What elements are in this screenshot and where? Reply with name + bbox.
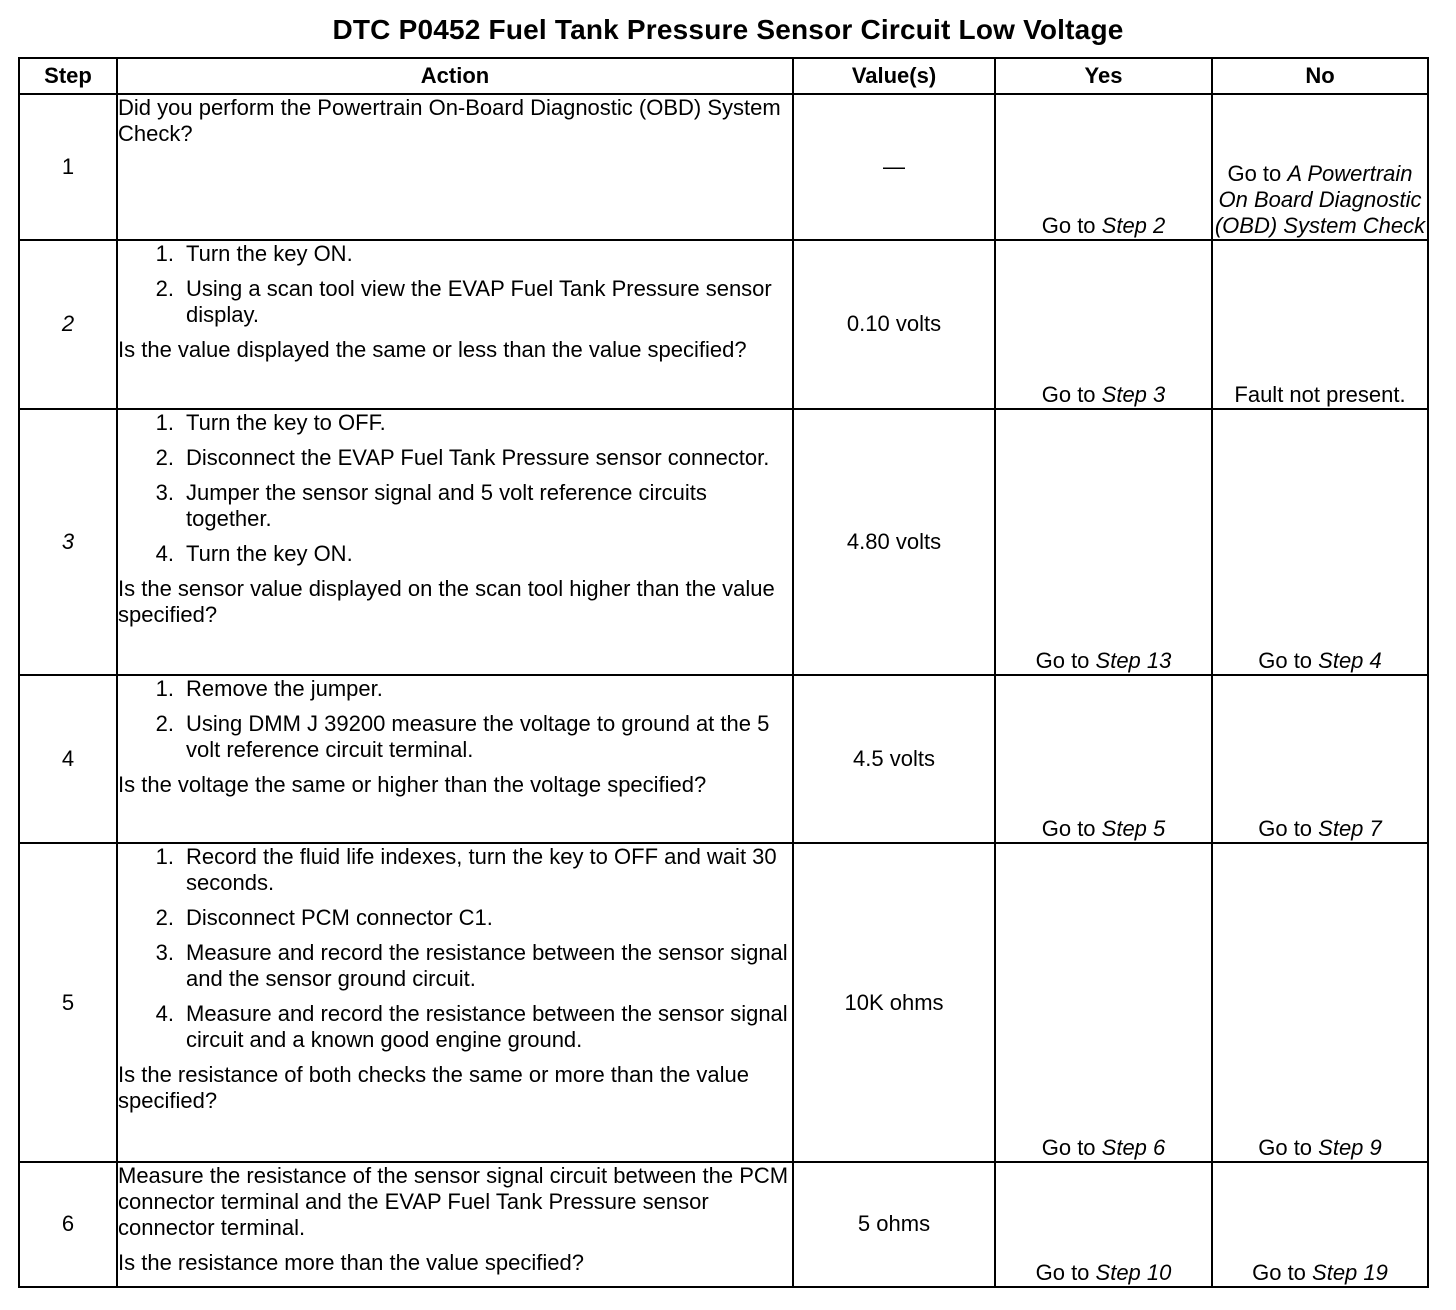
header-no: No [1212, 58, 1428, 94]
yes-cell [995, 240, 1212, 408]
action-question: Is the resistance of both checks the same or more than the value specified? [118, 1062, 750, 1114]
no-prefix: Go to [1227, 161, 1288, 187]
substep: 1. Remove the jumper. [155, 675, 383, 701]
substep: 2. Disconnect the EVAP Fuel Tank Pressure sensor connector. [155, 444, 770, 470]
action-cell [117, 409, 793, 675]
no-prefix: Go to [1258, 1134, 1319, 1160]
action-question: Is the value displayed the same or less than the value specified? [118, 337, 747, 363]
value-cell: 0.10 volts [793, 240, 995, 408]
yes-cell [995, 94, 1212, 240]
no-cell [1212, 409, 1428, 675]
no-cell [1212, 240, 1428, 408]
diagnostic-table [18, 57, 1429, 1288]
table-row [19, 1162, 1428, 1287]
no-step-ref: Step 7 [1318, 816, 1382, 842]
action-substeps [118, 676, 792, 763]
page-title: DTC P0452 Fuel Tank Pressure Sensor Circuit Low Voltage [332, 14, 1124, 45]
step-number: 5 [19, 843, 117, 1162]
table-row [19, 240, 1428, 408]
step-number: 4 [19, 675, 117, 843]
yes-step-ref: Step 6 [1101, 1134, 1166, 1160]
yes-prefix: Go to [1041, 381, 1102, 407]
step-number: 2 [19, 240, 117, 408]
action-substeps [118, 410, 792, 567]
substep: 3. Measure and record the resistance between the sensor signal and the sensor ground circuit. [155, 940, 788, 992]
no-prefix: Go to [1252, 1260, 1313, 1285]
substep: 2. Disconnect PCM connector C1. [155, 905, 493, 931]
step-number: 6 [19, 1162, 117, 1287]
table-row [19, 94, 1428, 240]
value-cell: 10K ohms [793, 843, 995, 1162]
no-text: Fault not present. [1234, 381, 1406, 407]
no-step-ref: Step 19 [1312, 1260, 1388, 1285]
value-cell: 4.5 volts [793, 675, 995, 843]
table-row [19, 675, 1428, 843]
no-cell [1212, 675, 1428, 843]
substep: 2. Using DMM J 39200 measure the voltage to ground at the 5 volt reference circuit terminal. [155, 710, 770, 762]
action-question: Is the resistance more than the value specified? [118, 1249, 584, 1275]
no-step-ref: Step 9 [1318, 1134, 1382, 1160]
no-prefix: Go to [1258, 816, 1319, 842]
value-cell: 4.80 volts [793, 409, 995, 675]
yes-cell [995, 1162, 1212, 1287]
action-cell [117, 1162, 793, 1287]
yes-prefix: Go to [1035, 647, 1096, 673]
action-cell [117, 675, 793, 843]
yes-prefix: Go to [1041, 816, 1102, 842]
step-number: 3 [19, 409, 117, 675]
value-cell: — [793, 94, 995, 240]
action-question: Is the voltage the same or higher than the voltage specified? [118, 771, 707, 797]
header-yes: Yes [995, 58, 1212, 94]
table-row [19, 843, 1428, 1162]
substep: 4. Measure and record the resistance between the sensor signal circuit and a known good engine ground. [155, 1001, 788, 1053]
header-action: Action [117, 58, 793, 94]
substep: 1. Turn the key ON. [155, 241, 353, 267]
substep: 3. Jumper the sensor signal and 5 volt reference circuits together. [155, 479, 707, 531]
yes-step-ref: Step 10 [1095, 1260, 1172, 1285]
yes-cell [995, 675, 1212, 843]
action-substeps [118, 241, 792, 328]
header-value: Value(s) [793, 58, 995, 94]
yes-step-ref: Step 2 [1101, 213, 1166, 239]
yes-cell [995, 843, 1212, 1162]
header-row [19, 58, 1428, 94]
action-cell [117, 94, 793, 240]
yes-cell [995, 409, 1212, 675]
yes-prefix: Go to [1035, 1260, 1096, 1285]
no-step-ref: A Powertrain On Board Diagnostic (OBD) System Check [1214, 161, 1426, 239]
yes-step-ref: Step 5 [1101, 816, 1166, 842]
substep: 1. Turn the key to OFF. [155, 409, 386, 435]
action-text: Measure the resistance of the sensor signal circuit between the PCM connector terminal and the EVAP Fuel Tank Pressure sensor connector terminal. [118, 1162, 789, 1240]
substep: 4. Turn the key ON. [155, 540, 353, 566]
header-step: Step [19, 58, 117, 94]
substep: 1. Record the fluid life indexes, turn the key to OFF and wait 30 seconds. [155, 844, 777, 896]
action-substeps [118, 844, 792, 1053]
action-cell [117, 843, 793, 1162]
action-cell [117, 240, 793, 408]
substep: 2. Using a scan tool view the EVAP Fuel Tank Pressure sensor display. [155, 276, 772, 328]
action-text: Did you perform the Powertrain On-Board Diagnostic (OBD) System Check? [118, 95, 781, 146]
yes-step-ref: Step 13 [1095, 647, 1172, 673]
yes-step-ref: Step 3 [1101, 381, 1166, 407]
no-cell [1212, 1162, 1428, 1287]
no-prefix: Go to [1258, 647, 1319, 673]
step-number: 1 [19, 94, 117, 240]
no-cell [1212, 94, 1428, 240]
yes-prefix: Go to [1041, 213, 1102, 239]
value-cell: 5 ohms [793, 1162, 995, 1287]
no-cell [1212, 843, 1428, 1162]
table-row [19, 409, 1428, 675]
no-step-ref: Step 4 [1318, 647, 1382, 673]
yes-prefix: Go to [1041, 1134, 1102, 1160]
action-question: Is the sensor value displayed on the scan tool higher than the value specified? [118, 575, 775, 627]
